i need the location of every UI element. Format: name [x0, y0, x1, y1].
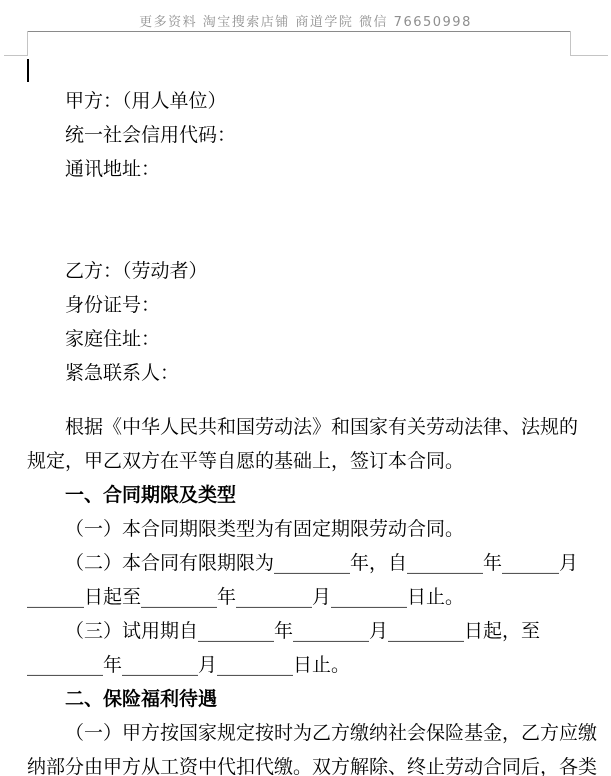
text-insertion-caret [27, 59, 29, 82]
document-line: 规定，甲乙双方在平等自愿的基础上，签订本合同。 [27, 450, 465, 472]
document-line: ______日起至________年________月________日止。 [27, 586, 465, 608]
document-line: 紧急联系人： [65, 362, 180, 384]
document-body[interactable] [27, 84, 598, 776]
document-line: 身份证号： [65, 294, 161, 316]
document-line [27, 186, 577, 220]
document-line: 通讯地址： [65, 158, 161, 180]
document-line: ________年________月________日止。 [27, 654, 351, 676]
section-heading: 一、合同期限及类型 [65, 484, 237, 506]
document-line: （三）试用期自________年________月________日起，至 [65, 620, 541, 642]
document-line: （一）本合同期限类型为有固定期限劳动合同。 [65, 518, 465, 540]
document-line [27, 220, 577, 254]
document-line: 纳部分由甲方从工资中代扣代缴。双方解除、终止劳动合同后，各类 [27, 756, 598, 776]
document-line: 根据《中华人民共和国劳动法》和国家有关劳动法律、法规的 [65, 416, 579, 438]
watermark-header-text: 更多资料 淘宝搜索店铺 商道学院 微信 76650998 [139, 15, 472, 30]
document-line: （二）本合同有限期限为________年，自________年______月 [65, 552, 579, 574]
document-line: 统一社会信用代码： [65, 124, 237, 146]
margin-mark-right [570, 55, 608, 56]
document-line [27, 390, 577, 410]
page-left-border [27, 31, 28, 56]
margin-mark-left [4, 55, 28, 56]
section-heading: 二、保险福利待遇 [65, 688, 218, 710]
page-right-border [570, 31, 571, 56]
document-line: 家庭住址： [65, 328, 161, 350]
document-line: （一）甲方按国家规定按时为乙方缴纳社会保险基金，乙方应缴 [65, 722, 598, 744]
page-top-border [27, 31, 571, 32]
document-line: 乙方：（劳动者） [65, 260, 208, 282]
document-line: 甲方：（用人单位） [65, 90, 227, 112]
